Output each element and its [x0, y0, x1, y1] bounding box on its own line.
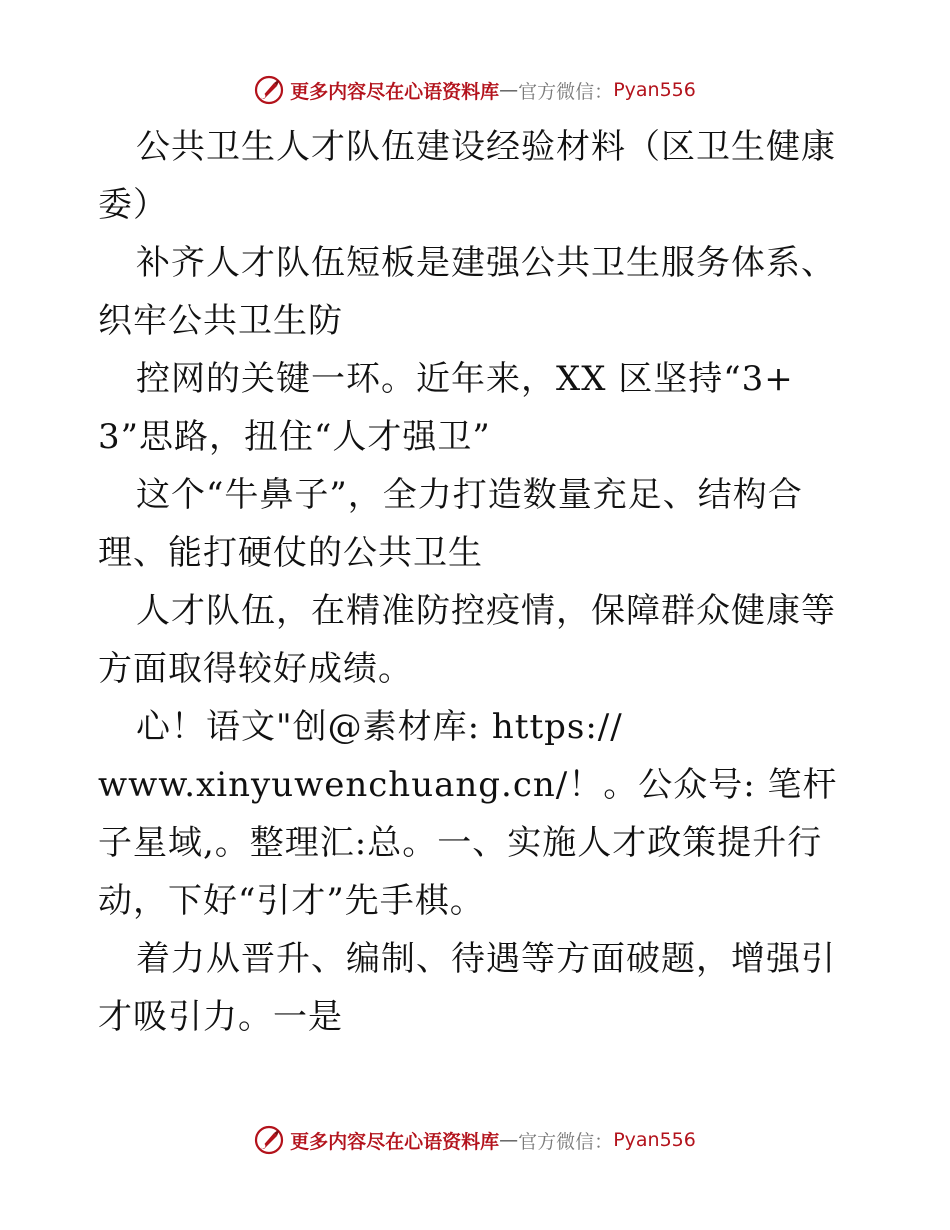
- paragraph: 控网的关键一环。近年来，XX 区坚持“3+3”思路，扭住“人才强卫”: [98, 359, 794, 457]
- banner-wechat-id: Pyan556: [613, 79, 696, 101]
- paragraph: 补齐人才队伍短板是建强公共卫生服务体系、织牢公共卫生防: [98, 243, 836, 341]
- quill-pen-icon: [254, 1125, 284, 1155]
- footer-banner: [0, 1120, 950, 1160]
- paragraph: 人才队伍，在精准防控疫情，保障群众健康等方面取得较好成绩。: [98, 591, 836, 689]
- paragraph: www.xinyuwenchuang.cn/！。公众号: 笔杆子星域,。整理汇:总。一、实施人才政策提升行动，下好“引才”先手棋。: [98, 765, 838, 921]
- paragraph: 着力从晋升、编制、待遇等方面破题，增强引才吸引力。一是: [98, 939, 836, 1037]
- banner-main-text: 更多内容尽在心语资料库: [290, 1130, 500, 1153]
- banner-official-label: 官方微信：: [518, 1130, 614, 1153]
- document-title: 公共卫生人才队伍建设经验材料（区卫生健康委）: [98, 127, 836, 225]
- banner-main-text: 更多内容尽在心语资料库: [290, 80, 500, 103]
- header-banner: [0, 70, 950, 110]
- paragraph: 心！语文"创@素材库: https://: [136, 707, 623, 747]
- quill-pen-icon: [254, 75, 284, 105]
- document-body: [98, 118, 858, 1046]
- paragraph: 这个“牛鼻子”，全力打造数量充足、结构合理、能打硬仗的公共卫生: [98, 475, 803, 573]
- banner-official-label: 官方微信：: [518, 80, 614, 103]
- banner-dash: —: [499, 79, 519, 101]
- banner-wechat-id: Pyan556: [613, 1129, 696, 1151]
- banner-dash: —: [499, 1129, 519, 1151]
